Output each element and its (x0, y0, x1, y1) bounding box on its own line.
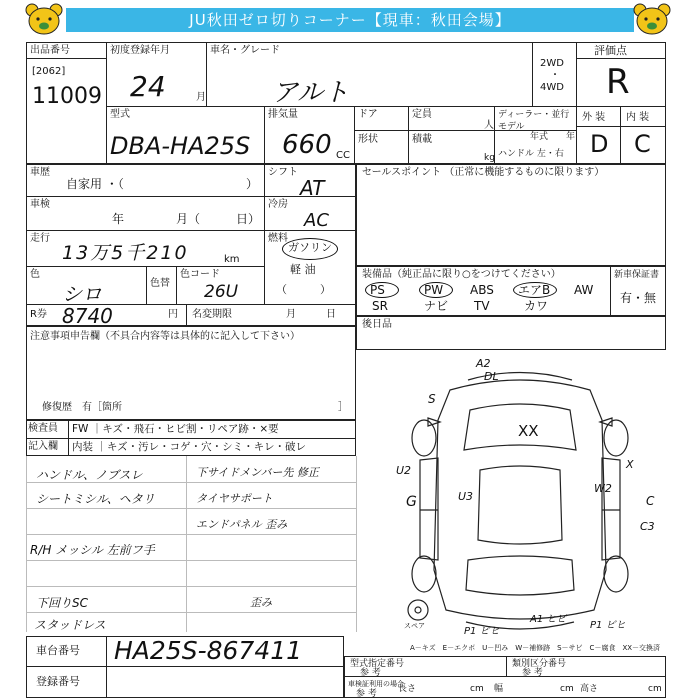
diag-g: G (406, 494, 417, 510)
year-label: 年式 (530, 132, 549, 142)
nameplate-month: 月 (286, 309, 296, 320)
header (0, 0, 700, 38)
dealer-label: ディーラー・並行 (498, 110, 570, 120)
shape-label: 形状 (358, 134, 378, 145)
width-label: 幅 (494, 684, 504, 694)
diag-dl: DL (484, 370, 499, 383)
lot-label: 出品番号 (30, 45, 70, 56)
sales-point-block (356, 164, 666, 266)
equipment-item: PW (424, 283, 444, 297)
sales-point-label: セールスポイント （正常に機能するものに限ります） (362, 167, 605, 178)
diag-u2: U2 (396, 464, 412, 477)
note-5: スタッドレス (34, 618, 106, 632)
equipment-circle (419, 282, 453, 298)
diag-ahiy: A1 ヒビ (530, 614, 567, 625)
usage-label: 自家用 ・（ (66, 177, 124, 191)
equipment-item: AW (574, 283, 594, 297)
note-9: 歪み (250, 596, 272, 609)
reg-label: 登録番号 (36, 675, 80, 688)
diag-pc: P1 ビヒ (590, 620, 626, 631)
height-cm: cm (648, 684, 662, 694)
repair-history-close: ］ (338, 402, 348, 413)
note-8: エンドパネル 歪み (196, 518, 288, 531)
model-label: 型式 (110, 109, 130, 120)
fuel-gasoline: ガソリン (288, 241, 332, 254)
displacement-label: 排気量 (268, 109, 298, 120)
insp-month: 月（ (176, 212, 201, 226)
note-1: ハンドル、ノブスレ (36, 468, 143, 482)
load-label: 積載 (412, 134, 432, 145)
chassis-label: 車台番号 (36, 644, 80, 657)
cc-label: CC (336, 150, 350, 161)
color-change-label: 色替 (150, 278, 170, 289)
color-code-value: 26U (204, 282, 239, 302)
nameplate-day: 日 (326, 309, 336, 320)
car-name-label: 車名・グレード (210, 45, 280, 56)
kg-label: kg (484, 153, 495, 163)
aftermarket-label: 後日品 (362, 319, 392, 330)
aircon-value: AC (304, 210, 329, 231)
insp-year: 年 (112, 212, 125, 226)
color-code-label: 色コード (180, 269, 220, 280)
first-reg-label: 初度登録年月 (110, 45, 170, 56)
history-label: 車歴 (30, 167, 50, 178)
equipment-circle (365, 282, 399, 298)
persons-label: 人 (484, 120, 494, 131)
model-value: DBA-HA25S (110, 132, 251, 160)
car-name-value: アルト (272, 78, 349, 108)
rating-value: R (606, 62, 630, 102)
interior-grade: C (634, 130, 651, 158)
diag-xx: XX (518, 422, 539, 440)
diag-c: C (646, 494, 655, 508)
spare-label: スペア (404, 622, 425, 630)
insp-day: 日） (236, 212, 261, 226)
length-cm: cm (470, 684, 484, 694)
record-label: 記入欄 (28, 441, 58, 452)
shift-value: AT (300, 176, 325, 200)
car-damage-diagram (380, 360, 660, 640)
equipment-item: SR (372, 299, 388, 313)
warranty-label: 新車保証書 (614, 270, 660, 280)
diag-u3: U3 (458, 490, 474, 503)
note-7: タイヤサポート (196, 492, 273, 505)
type-ref-label: 参 考 (360, 668, 381, 678)
length-label: 長さ (398, 684, 417, 694)
fw-row: FW ｜キズ・飛石・ヒビ割・リペア跡・×要 (72, 423, 279, 435)
capacity-label: 定員 (412, 109, 432, 120)
lot-code: [2062] (32, 66, 66, 77)
repair-history-label: 修復歴 有［箇所 (42, 402, 122, 413)
aftermarket-block (356, 316, 666, 350)
note-4: 下回りSC (36, 596, 88, 610)
yen-label: 円 (168, 309, 178, 320)
first-reg-year: 24 (130, 70, 166, 103)
notes-title: 注意事項申告欄（不具合内容等は具体的に記入して下さい） (30, 331, 300, 342)
door-label: ドア (358, 109, 378, 120)
note-3: R/H メッシル 左前フ手 (30, 543, 155, 557)
model-year-label: モデル (498, 122, 525, 132)
equipment-item: PS (370, 283, 385, 297)
equipment-item: TV (474, 299, 490, 313)
year-unit: 年 (566, 132, 576, 142)
dot-sep: ・ (550, 70, 560, 81)
interior-label: 内 装 (626, 112, 650, 123)
note-6: 下サイドメンバー先 修正 (196, 466, 319, 479)
height-label: 高さ (580, 684, 599, 694)
km-label: km (224, 254, 240, 265)
mileage-value: 13万5千210 (62, 242, 189, 264)
aircon-label: 冷房 (268, 199, 288, 210)
note-2: シートミシル、ヘタリ (36, 492, 155, 506)
2wd-label: 2WD (540, 58, 564, 69)
equipment-item: ナビ (424, 299, 449, 313)
diag-s: S (428, 392, 436, 406)
inspection-label: 車検 (30, 199, 50, 210)
class-no-label: 類別区分番号 (512, 659, 567, 669)
equipment-item: ABS (470, 283, 494, 297)
handle-label: ハンドル 左・右 (498, 149, 564, 159)
equipment-label: 装備品（純正品に限り○をつけてください） (362, 269, 561, 280)
r-ticket-label: R券 (30, 309, 47, 320)
exterior-grade: D (590, 130, 609, 158)
type-cert-label: 型式指定番号 (350, 659, 405, 669)
diag-a2: A2 (476, 357, 491, 370)
diag-plz: P1 ビヒ (464, 626, 500, 637)
month-label: 月 (196, 92, 206, 103)
4wd-label: 4WD (540, 82, 564, 93)
r-ticket-value: 8740 (62, 304, 113, 328)
chassis-value: HA25S-867411 (114, 636, 303, 665)
equipment-item: エアB (518, 283, 551, 297)
equipment-circle (513, 282, 557, 298)
bear-mascot-icon (632, 2, 672, 36)
diag-c3: C3 (640, 520, 655, 533)
diag-w2: W2 (594, 482, 612, 495)
shift-label: シフト (268, 167, 298, 178)
color-label: 色 (30, 269, 40, 280)
header-title: JU秋田ゼロ切りコーナー【現車：秋田会場】 (66, 8, 634, 32)
rating-label: 評価点 (594, 44, 627, 57)
mileage-label: 走行 (30, 233, 50, 244)
legend: A－キズ E－エクボ U－凹み W－補修跡 S－サビ C－腐食 XX－交換済 (410, 644, 661, 652)
warranty-options: 有・無 (620, 291, 657, 305)
usage-close: ） (246, 177, 259, 191)
len-ref-label: 車検証利用の場合 (348, 680, 404, 688)
lot-number: 11009 (32, 84, 102, 109)
fuel-diesel: 軽 油 (290, 263, 316, 276)
ref-label: 参 考 (356, 689, 377, 699)
width-cm: cm (560, 684, 574, 694)
class-ref-label: 参 考 (522, 668, 543, 678)
equipment-item: カワ (524, 299, 549, 313)
fuel-label: 燃料 (268, 233, 288, 244)
check-label: 検査員 (28, 423, 58, 434)
interior-row: 内装 ｜キズ・汚レ・コゲ・穴・シミ・キレ・破レ (72, 441, 307, 453)
nameplate-label: 名変期限 (192, 309, 232, 320)
displacement-value: 660 (282, 130, 332, 160)
diag-x: X (626, 458, 634, 471)
fuel-other: （ ） (276, 283, 331, 296)
color-value: シロ (62, 282, 102, 306)
bear-mascot-icon (24, 2, 64, 36)
exterior-label: 外 装 (582, 112, 606, 123)
